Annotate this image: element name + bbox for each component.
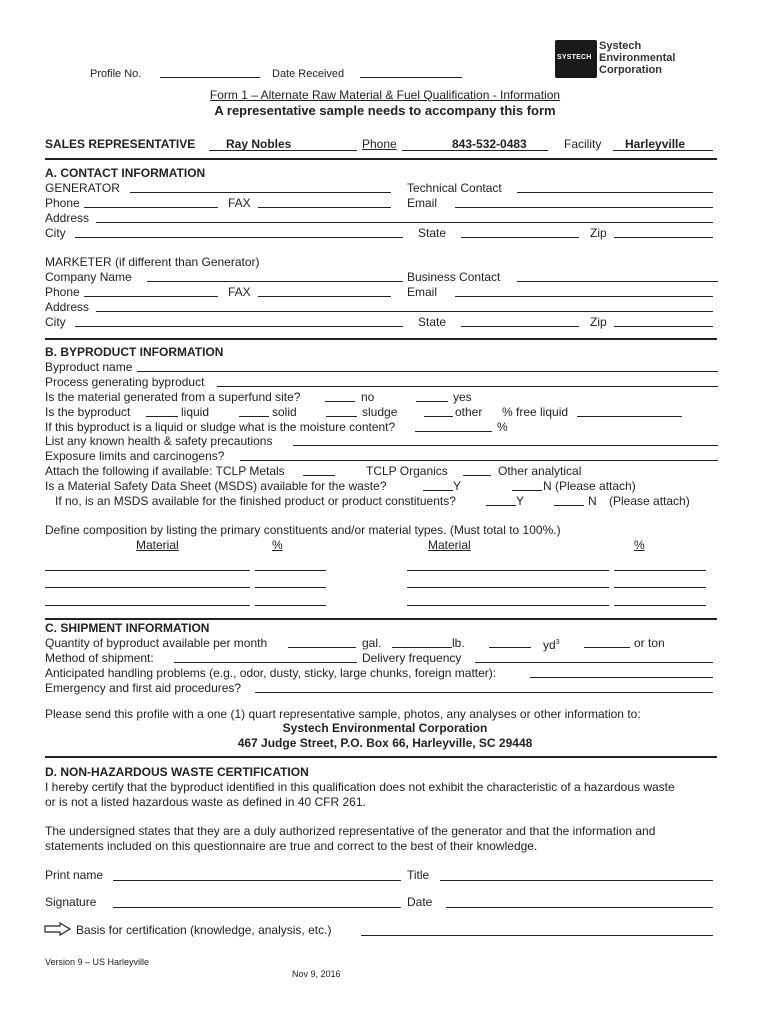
composition-percent-field[interactable] <box>255 605 326 606</box>
marketer-state-field[interactable] <box>461 326 579 327</box>
exposure-field[interactable] <box>240 460 718 461</box>
msds-n-field[interactable] <box>512 490 542 491</box>
tclp-organics-label: TCLP Organics <box>366 464 448 478</box>
marketer-zip-label: Zip <box>590 315 607 329</box>
form-subtitle: A representative sample needs to accompany this form <box>214 103 556 118</box>
cert-paragraph-2a: The undersigned states that they are a duly authorized representative of the generator and that the information and <box>45 824 656 838</box>
msds-finished-label: If no, is an MSDS available for the finished product or product constituents? <box>55 494 456 508</box>
anticipated-label: Anticipated handling problems (e.g., odor, dusty, sticky, large chunks, foreign matter): <box>45 666 497 680</box>
generator-state-field[interactable] <box>461 237 579 238</box>
or-ton-label: or ton <box>634 636 665 650</box>
superfund-yes-label: yes <box>453 390 472 404</box>
generator-city-label: City <box>45 226 66 240</box>
superfund-no-field[interactable] <box>325 401 355 402</box>
yd-label: $yd^3$ <box>543 638 560 652</box>
process-field[interactable] <box>217 386 718 387</box>
quantity-gal-field[interactable] <box>288 647 356 648</box>
title-label: Title <box>407 868 430 882</box>
generator-fax-field[interactable] <box>258 207 391 208</box>
company-name-field[interactable] <box>147 281 403 282</box>
moisture-field[interactable] <box>415 431 492 432</box>
quantity-lb-field[interactable] <box>392 647 452 648</box>
byproduct-name-field[interactable] <box>137 371 718 372</box>
health-label: List any known health & safety precautions <box>45 434 273 448</box>
version-label: Version 9 – US Harleyville <box>45 957 150 967</box>
divider <box>45 158 717 160</box>
marketer-fax-field[interactable] <box>258 296 391 297</box>
composition-material-field[interactable] <box>45 587 250 588</box>
generator-email-label: Email <box>407 196 438 210</box>
profile-no-label: Profile No. <box>90 68 142 80</box>
section-a-heading: A. CONTACT INFORMATION <box>45 166 206 180</box>
sales-rep-label: SALES REPRESENTATIVE <box>45 137 196 151</box>
moisture-label: If this byproduct is a liquid or sludge what is the moisture content? <box>45 420 396 434</box>
right-arrow-icon <box>44 922 72 936</box>
sludge-field[interactable] <box>326 416 357 417</box>
print-name-field[interactable] <box>113 880 401 881</box>
other-analytical-label: Other analytical <box>498 464 582 478</box>
generator-field[interactable] <box>130 192 391 193</box>
divider <box>45 338 717 340</box>
percent-col-header-left: % <box>272 538 283 552</box>
exposure-label: Exposure limits and carcinogens? <box>45 449 225 463</box>
generator-email-field[interactable] <box>455 207 713 208</box>
marketer-phone-label: Phone <box>45 285 80 299</box>
marketer-email-label: Email <box>407 285 438 299</box>
date-label: Date <box>407 895 433 909</box>
composition-material-field[interactable] <box>45 605 250 606</box>
generator-fax-label: FAX <box>228 196 251 210</box>
msds-finished-n-label: N <box>588 494 597 508</box>
msds-finished-y-field[interactable] <box>486 505 516 506</box>
composition-percent-field[interactable] <box>614 587 706 588</box>
msds-y-field[interactable] <box>423 490 453 491</box>
liquid-field[interactable] <box>146 416 178 417</box>
composition-percent-field[interactable] <box>614 605 706 606</box>
other-field[interactable] <box>424 416 453 417</box>
free-liquid-label: % free liquid <box>502 405 569 419</box>
marketer-zip-field[interactable] <box>614 326 713 327</box>
send-address: 467 Judge Street, P.O. Box 66, Harleyville, SC 29448 <box>237 736 533 750</box>
generator-phone-field[interactable] <box>84 207 218 208</box>
generator-address-field[interactable] <box>96 222 713 223</box>
systech-logo-mark: SYSTECH <box>555 40 597 78</box>
cert-paragraph-2b: statements included on this questionnaire are true and correct to the best of their knowledge. <box>45 839 538 853</box>
marketer-address-field[interactable] <box>96 311 713 312</box>
company-name-label: Company Name <box>45 270 132 284</box>
byproduct-name-label: Byproduct name <box>45 360 133 374</box>
solid-label: solid <box>272 405 297 419</box>
method-label: Method of shipment: <box>45 651 154 665</box>
signature-field[interactable] <box>113 907 401 908</box>
free-liquid-field[interactable] <box>577 416 682 417</box>
systech-logo-text: Systech Environmental Corporation <box>599 40 676 76</box>
facility-value: Harleyville <box>625 137 686 151</box>
profile-no-field[interactable] <box>160 77 260 78</box>
date-received-label: Date Received <box>272 68 345 80</box>
technical-contact-label: Technical Contact <box>407 181 502 195</box>
marketer-city-label: City <box>45 315 66 329</box>
generator-phone-label: Phone <box>45 196 80 210</box>
generator-city-field[interactable] <box>75 237 403 238</box>
send-instructions: Please send this profile with a one (1) quart representative sample, photos, any analyses or other information to: <box>45 707 641 721</box>
lb-label: lb. <box>452 636 465 650</box>
composition-material-field[interactable] <box>45 570 250 571</box>
composition-percent-field[interactable] <box>255 570 326 571</box>
define-composition-label: Define composition by listing the primary constituents and/or material types. (Must total to 100%.) <box>45 523 561 537</box>
composition-percent-field[interactable] <box>255 587 326 588</box>
technical-contact-field[interactable] <box>517 192 713 193</box>
divider <box>45 756 717 758</box>
emergency-field[interactable] <box>255 692 713 693</box>
tclp-organics-field[interactable] <box>463 475 491 476</box>
moisture-percent: % <box>497 420 508 434</box>
cert-paragraph-1a: I hereby certify that the byproduct identified in this qualification does not exhibit the characteristic of a hazardous waste <box>45 780 675 794</box>
emergency-label: Emergency and first aid procedures? <box>45 681 242 695</box>
facility-label: Facility <box>564 137 602 151</box>
percent-col-header-right: % <box>634 538 645 552</box>
superfund-label: Is the material generated from a superfund site? <box>45 390 301 404</box>
generator-label: GENERATOR <box>45 181 120 195</box>
date-received-field[interactable] <box>360 77 462 78</box>
liquid-label: liquid <box>181 405 210 419</box>
generator-zip-label: Zip <box>590 226 607 240</box>
basis-label: Basis for certification (knowledge, analysis, etc.) <box>76 923 332 937</box>
business-contact-field[interactable] <box>517 281 718 282</box>
other-label: other <box>455 405 483 419</box>
send-company: Systech Environmental Corporation <box>282 721 488 735</box>
material-col-header-right: Material <box>428 538 471 552</box>
msds-finished-n-field[interactable] <box>554 505 584 506</box>
msds-label: Is a Material Safety Data Sheet (MSDS) available for the waste? <box>45 479 387 493</box>
marketer-label: MARKETER (if different than Generator) <box>45 255 260 269</box>
attach-label: Attach the following if available: TCLP Metals <box>45 464 285 478</box>
quantity-label: Quantity of byproduct available per month <box>45 636 268 650</box>
composition-percent-field[interactable] <box>614 570 706 571</box>
material-col-header-left: Material <box>136 538 179 552</box>
solid-field[interactable] <box>239 416 269 417</box>
gal-label: gal. <box>362 636 382 650</box>
msds-finished-y-label: Y <box>516 494 525 508</box>
print-name-label: Print name <box>45 868 104 882</box>
composition-material-field[interactable] <box>407 605 609 606</box>
title-field[interactable] <box>440 880 713 881</box>
msds-y-label: Y <box>453 479 462 493</box>
generator-state-label: State <box>418 226 447 240</box>
sludge-label: sludge <box>362 405 398 419</box>
sales-rep-name: Ray Nobles <box>226 137 292 151</box>
delivery-label: Delivery frequency <box>362 651 462 665</box>
cert-paragraph-1b: or is not a listed hazardous waste as defined in 40 CFR 261. <box>45 795 366 809</box>
basis-field[interactable] <box>361 935 713 936</box>
sales-phone-value: 843-532-0483 <box>452 137 527 151</box>
marketer-city-field[interactable] <box>75 326 403 327</box>
anticipated-field[interactable] <box>530 677 713 678</box>
delivery-field[interactable] <box>475 662 713 663</box>
divider <box>45 618 717 620</box>
generator-address-label: Address <box>45 211 90 225</box>
composition-material-field[interactable] <box>407 570 609 571</box>
quantity-ton-field[interactable] <box>584 647 630 648</box>
superfund-yes-field[interactable] <box>416 401 448 402</box>
sales-phone-label: Phone <box>362 137 397 151</box>
section-b-heading: B. BYPRODUCT INFORMATION <box>45 345 224 359</box>
date-field[interactable] <box>446 907 713 908</box>
tclp-metals-field[interactable] <box>303 475 335 476</box>
health-field[interactable] <box>293 445 718 446</box>
business-contact-label: Business Contact <box>407 270 501 284</box>
section-c-heading: C. SHIPMENT INFORMATION <box>45 621 210 635</box>
msds-finished-attach-label: (Please attach) <box>609 494 690 508</box>
signature-label: Signature <box>45 895 97 909</box>
footer-date: Nov 9, 2016 <box>292 969 341 979</box>
marketer-fax-label: FAX <box>228 285 251 299</box>
form-title: Form 1 – Alternate Raw Material & Fuel Qualification - Information <box>209 88 561 102</box>
marketer-address-label: Address <box>45 300 90 314</box>
marketer-phone-field[interactable] <box>84 296 218 297</box>
composition-material-field[interactable] <box>407 587 609 588</box>
msds-n-label: N (Please attach) <box>543 479 636 493</box>
marketer-email-field[interactable] <box>455 296 713 297</box>
section-d-heading: D. NON-HAZARDOUS WASTE CERTIFICATION <box>45 765 309 779</box>
method-field[interactable] <box>174 662 357 663</box>
quantity-yd-field[interactable] <box>489 647 531 648</box>
superfund-no-label: no <box>361 390 375 404</box>
generator-zip-field[interactable] <box>614 237 713 238</box>
byproduct-type-label: Is the byproduct <box>45 405 131 419</box>
process-label: Process generating byproduct <box>45 375 205 389</box>
marketer-state-label: State <box>418 315 447 329</box>
